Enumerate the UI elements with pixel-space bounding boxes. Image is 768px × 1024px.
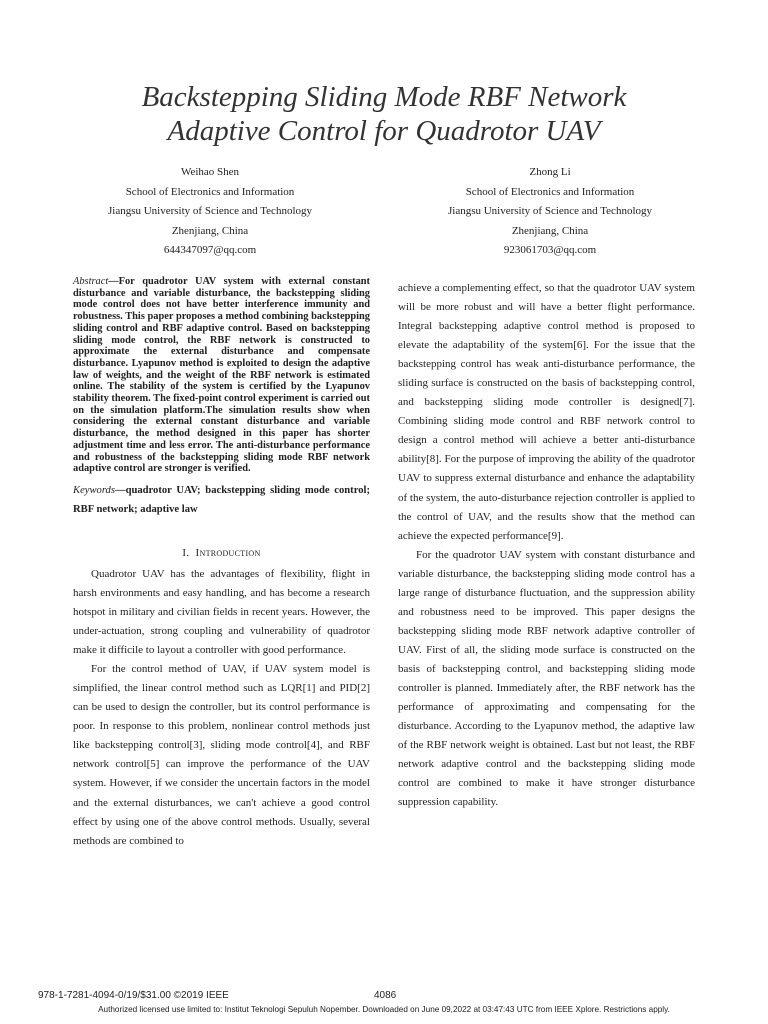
section-title: Introduction xyxy=(195,546,261,559)
license-notice: Authorized licensed use limited to: Institut Teknologi Sepuluh Nopember. Downloaded on June 09,2022 at 03:47:43 UTC from IEEE Xplore. Restrictions apply. xyxy=(98,1005,670,1014)
paper-title-line-1: Backstepping Sliding Mode RBF Network xyxy=(141,81,627,113)
section-heading-introduction xyxy=(73,547,370,559)
author-block-1 xyxy=(40,163,380,261)
author-affiliation: School of Electronics and Information xyxy=(125,185,295,198)
section-number: I. xyxy=(182,546,190,559)
abstract xyxy=(73,276,370,475)
paper-title-line-2: Adaptive Control for Quadrotor UAV xyxy=(167,115,601,147)
author-block-2 xyxy=(380,163,720,261)
author-affiliation: School of Electronics and Information xyxy=(465,185,635,198)
author-location: Zhenjiang, China xyxy=(171,224,249,237)
keywords-label: Keywords xyxy=(73,484,115,496)
keywords-dash: — xyxy=(114,484,126,496)
author-email: 644347097@qq.com xyxy=(163,244,257,256)
author-university: Jiangsu University of Science and Technology xyxy=(447,205,652,217)
abstract-label: Abstract xyxy=(73,276,109,287)
author-name: Weihao Shen xyxy=(180,166,240,178)
author-university: Jiangsu University of Science and Technology xyxy=(107,205,312,217)
abstract-dash: — xyxy=(108,276,119,287)
copyright-footer: 978-1-7281-4094-0/19/$31.00 ©2019 IEEE xyxy=(38,990,229,1001)
intro-paragraph-2: For the control method of UAV, if UAV system model is simplified, the linear control method such as LQR[1] and PID[2] can be used to design the controller, but its control performance is poor. In response to this problem, nonlinear control methods just like backstepping control[3], sliding mode control[4], and RBF network control[5] can improve the performance of the UAV system. However, if we consider the uncertain factors in the model and the external disturbances, we can't achieve a good control effect by using one of the above control methods. Usually, several methods are combined to xyxy=(73,663,370,847)
keywords xyxy=(73,481,370,519)
right-column xyxy=(398,279,695,812)
author-email: 923061703@qq.com xyxy=(503,244,597,256)
intro-paragraph-1: Quadrotor UAV has the advantages of flexibility, flight in harsh environments and easy handling, and has become a research hotspot in military and civilian fields in recent years. However, the under-actuation, strong coupling and vulnerability of quadrotor make it difficile to layout a controller with good performance. xyxy=(73,567,370,657)
page-number: 4086 xyxy=(374,990,397,1001)
left-column xyxy=(73,276,370,851)
author-location: Zhenjiang, China xyxy=(511,224,589,237)
intro-paragraph-2-continued: achieve a complementing effect, so that the quadrotor UAV system will be more robust and will have a better flight performance. Integral backstepping adaptive control method is proposed to elevate the adaptability of the system[6]. For the issue that the backstepping control has weak anti-disturbance performance, the sliding surface is constructed on the basis of backstepping control, and backstepping sliding mode controller is designed[7]. Combining sliding mode control and RBF network control to design a control method will achieve a better anti-disturbance ability[8]. For the purpose of improving the ability of the quadrotor UAV to suppress external disturbance and enhance the adaptability of the system, the auto-disturbance rejection controller is applied to the control of UAV, and the results show that the method can achieve the expected performance[9]. xyxy=(398,282,695,542)
keywords-text: quadrotor UAV; backstepping sliding mode control; RBF network; adaptive law xyxy=(73,484,370,515)
abstract-text: For quadrotor UAV system with external constant disturbance and variable disturbance, the backstepping sliding mode control does not have better interference immunity and robustness. This paper proposes a method combining backstepping sliding control and RBF adaptive control. Based on backstepping sliding mode control, the RBF network is constructed to approximate the external disturbance and compensate disturbance. Lyapunov method is exploited to design the adaptive law of weights, and the weight of the RBF network is estimated online. The stability of the system is certified by the Lyapunov stability theorem. The fixed-point control experiment is carried out on the simulation platform.The simulation results show when considering the external constant disturbance and variable disturbance, the method designed in this paper has shorter adjustment time and less error. The anti-disturbance performance and robustness of the backstepping sliding mode RBF network adaptive control are stronger is verified. xyxy=(73,276,370,475)
intro-paragraph-3: For the quadrotor UAV system with constant disturbance and variable disturbance, the backstepping sliding mode control has a large range of disturbance fluctuation, and the suppression ability and robustness need to be improved. This paper designs the backstepping sliding mode RBF network adaptive controller of UAV. First of all, the sliding mode surface is constructed on the basis of backstepping control, and backstepping sliding mode controller is planned. Immediately after, the RBF network has the performance of approximating and compensating for the disturbance. According to the Lyapunov method, the adaptive law of the RBF network weight is obtained. Last but not least, the RBF network adaptive control and the backstepping sliding mode control are combined to make it have stronger disturbance suppression capability. xyxy=(398,548,695,809)
author-name: Zhong Li xyxy=(529,166,571,178)
paper-title xyxy=(0,80,768,148)
